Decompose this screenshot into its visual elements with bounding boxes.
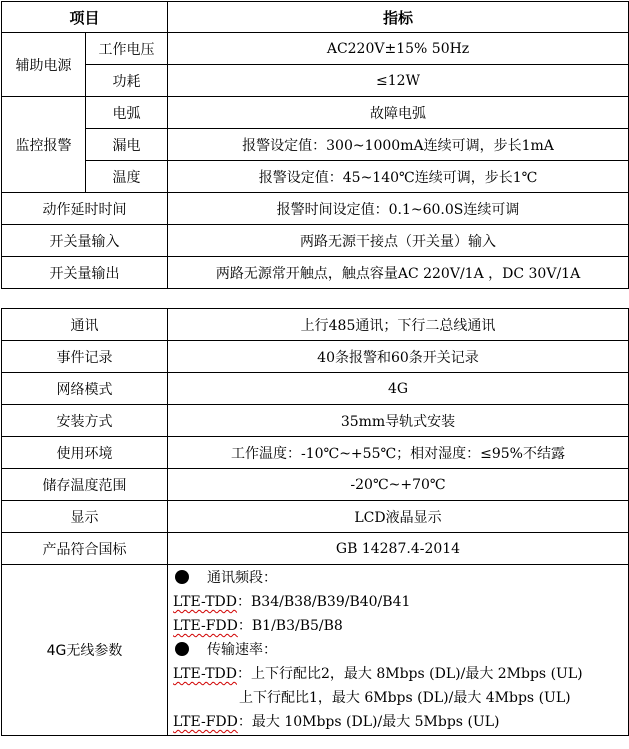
row-label: 通讯 (2, 309, 168, 341)
fdd-band-line (173, 614, 628, 638)
fdd-rate: ：最大 10Mbps (DL)/最大 5Mbps (UL) (237, 714, 500, 730)
row-value: 故障电弧 (168, 97, 629, 129)
tdd-bands: ：B34/B38/B39/B40/B41 (237, 594, 411, 610)
lte-fdd-label: LTE-FDD (173, 714, 238, 730)
row-label: 显示 (2, 501, 168, 533)
fdd-bands: ：B1/B3/B5/B8 (237, 618, 343, 634)
row-value: 4G (168, 373, 629, 405)
row-label: 使用环境 (2, 437, 168, 469)
table-row (2, 225, 629, 257)
table-row-wireless (2, 565, 629, 736)
rate-title-line (173, 638, 628, 662)
table-row (2, 33, 629, 65)
tdd-rate-1: ：上下行配比2，最大 8Mbps (DL)/最大 2Mbps (UL) (237, 666, 583, 682)
row-value: 报警时间设定值：0.1~60.0S连续可调 (168, 193, 629, 225)
table-row (2, 65, 629, 97)
row-label: 工作电压 (86, 33, 168, 65)
table-row (2, 309, 629, 341)
band-title: 通讯频段： (207, 570, 277, 586)
table-row (2, 373, 629, 405)
lte-fdd-label: LTE-FDD (173, 618, 238, 634)
row-label: 开关量输入 (2, 225, 168, 257)
spec-table-secondary (1, 308, 629, 736)
row-label: 4G无线参数 (2, 565, 168, 736)
row-value: -20℃~+70℃ (168, 469, 629, 501)
row-value: LCD液晶显示 (168, 501, 629, 533)
row-value: 两路无源常开触点，触点容量AC 220V/1A ，DC 30V/1A (168, 257, 629, 289)
table-row (2, 341, 629, 373)
header-spec: 指标 (168, 2, 629, 33)
row-label: 产品符合国标 (2, 533, 168, 565)
table-row (2, 501, 629, 533)
row-label: 功耗 (86, 65, 168, 97)
wireless-params-cell (168, 565, 629, 736)
bullet-icon (175, 642, 189, 656)
tdd-rate-line-1 (173, 662, 628, 686)
row-label: 电弧 (86, 97, 168, 129)
table-row (2, 193, 629, 225)
row-value: 40条报警和60条开关记录 (168, 341, 629, 373)
spec-table-main (1, 1, 629, 289)
row-value: ≤12W (168, 65, 629, 97)
lte-tdd-label: LTE-TDD (173, 594, 237, 610)
row-label: 动作延时时间 (2, 193, 168, 225)
row-value: 报警设定值：300~1000mA连续可调，步长1mA (168, 129, 629, 161)
fdd-rate-line (173, 710, 628, 734)
table-row (2, 161, 629, 193)
tdd-rate-2: 上下行配比1，最大 6Mbps (DL)/最大 4Mbps (UL) (239, 690, 571, 706)
row-label: 开关量输出 (2, 257, 168, 289)
table-row (2, 533, 629, 565)
table-header-row (2, 2, 629, 33)
row-value: 报警设定值：45~140℃连续可调，步长1℃ (168, 161, 629, 193)
tdd-band-line (173, 590, 628, 614)
band-title-line (173, 566, 628, 590)
table-row (2, 257, 629, 289)
tdd-rate-line-2 (173, 686, 628, 710)
table-row (2, 469, 629, 501)
row-label: 储存温度范围 (2, 469, 168, 501)
bullet-icon (175, 570, 189, 584)
group-monitor-alarm: 监控报警 (2, 97, 86, 193)
table-row (2, 437, 629, 469)
row-label: 事件记录 (2, 341, 168, 373)
lte-tdd-label: LTE-TDD (173, 666, 237, 682)
table-row (2, 129, 629, 161)
row-value: GB 14287.4-2014 (168, 533, 629, 565)
row-value: 上行485通讯；下行二总线通讯 (168, 309, 629, 341)
row-value: 35mm导轨式安装 (168, 405, 629, 437)
row-value: AC220V±15% 50Hz (168, 33, 629, 65)
row-value: 两路无源干接点（开关量）输入 (168, 225, 629, 257)
row-label: 漏电 (86, 129, 168, 161)
table-row (2, 97, 629, 129)
header-item: 项目 (2, 2, 168, 33)
group-aux-power: 辅助电源 (2, 33, 86, 97)
row-label: 网络模式 (2, 373, 168, 405)
row-label: 温度 (86, 161, 168, 193)
row-value: 工作温度：-10℃~+55℃；相对湿度：≤95%不结露 (168, 437, 629, 469)
rate-title: 传输速率： (207, 642, 277, 658)
table-row (2, 405, 629, 437)
row-label: 安装方式 (2, 405, 168, 437)
